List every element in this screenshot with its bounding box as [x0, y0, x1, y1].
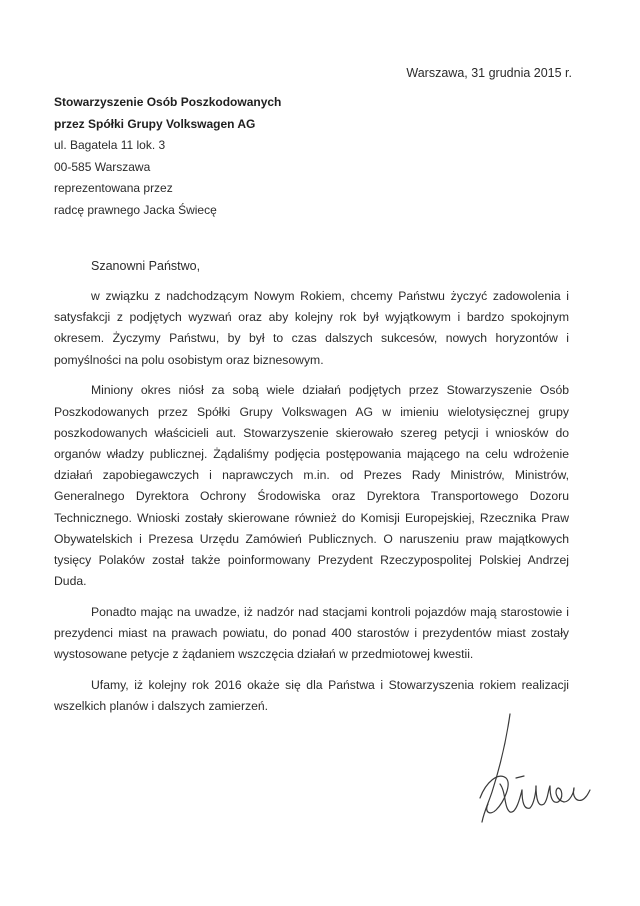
recipient-street: ul. Bagatela 11 lok. 3: [54, 138, 166, 152]
letter-body: [54, 286, 569, 727]
recipient-represented-by: reprezentowana przez: [54, 181, 173, 195]
date-line: Warszawa, 31 grudnia 2015 r.: [406, 66, 572, 80]
recipient-postal-city: 00-585 Warszawa: [54, 159, 151, 174]
recipient-address: [54, 92, 281, 221]
paragraph-petitions: Ponadto mając na uwadze, iż nadzór nad stacjami kontroli pojazdów mają starostowie i prezydenci miast na prawach powiatu, do ponad 400 starostów i prezydentów miast zostały wystosowane petycje z żądaniem wszczęcia działań w przedmiotowej kwestii.: [54, 604, 569, 662]
paragraph-wishes: w związku z nadchodzącym Nowym Rokiem, chcemy Państwu życzyć zadowolenia i satysfakcji z podjętych wyzwań oraz aby kolejny rok był wyjątkowym i bardzo spokojnym okresem. Życzymy Państwu, by był to czas dalszych sukcesów, nowych horyzontów i pomyślności na polu osobistym oraz biznesowym.: [54, 289, 569, 367]
greeting: Szanowni Państwo,: [91, 259, 201, 273]
paragraph-actions: Miniony okres niósł za sobą wiele działań podjętych przez Stowarzyszenie Osób Poszkodowanych przez Spółki Grupy Volkswagen AG w imieniu wielotysięcznej grupy poszkodowanych właścicieli aut. Stowarzyszenie skierowało szereg petycji i wniosków do organów władzy publicznej. Żądaliśmy podjęcia postępowania mającego na celu wdrożenie działań zapobiegawczych i naprawczych m.in. od Prezes Rady Ministrów, Ministrów, Generalnego Dyrektora Ochrony Środowiska oraz Dyrektora Transportowego Dozoru Technicznego. Wnioski zostały skierowane również do Komisji Europejskiej, Rzecznika Praw Obywatelskich i Prezesa Urzędu Zamówień Publicznych. O naruszeniu praw majątkowych tysięcy Polaków został także poinformowany Prezydent Rzeczypospolitej Polskiej Andrzej Duda.: [54, 383, 569, 589]
handwritten-signature: [476, 712, 596, 827]
recipient-attorney: radcę prawnego Jacka Świecę: [54, 202, 217, 217]
recipient-name-line1: Stowarzyszenie Osób Poszkodowanych: [54, 95, 282, 109]
paragraph-closing: Ufamy, iż kolejny rok 2016 okaże się dla Państwa i Stowarzyszenia rokiem realizacji wszelkich planów i dalszych zamierzeń.: [54, 677, 569, 714]
recipient-name-line2: przez Spółki Grupy Volkswagen AG: [54, 116, 256, 131]
